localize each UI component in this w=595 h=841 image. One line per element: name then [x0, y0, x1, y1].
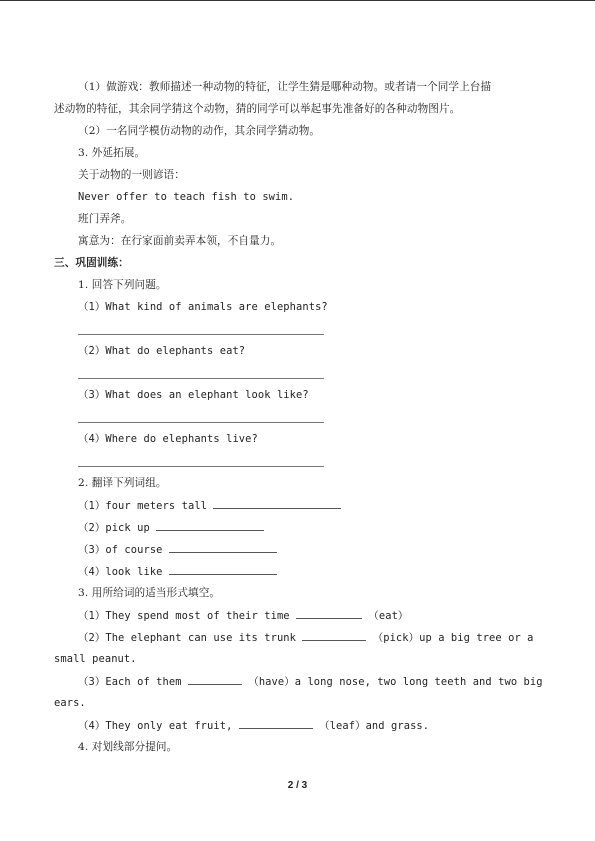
top-border — [0, 0, 595, 1]
blank-line — [169, 564, 277, 575]
q2-item-1: （1）four meters tall — [78, 498, 341, 513]
answer-line-4 — [78, 466, 324, 467]
q3-sentence-2: （2）The elephant can use its trunk （pick）up a big tree or a — [78, 632, 534, 644]
q2-item-3: （3）of course — [78, 542, 277, 557]
extension-heading: 3. 外延拓展。 — [78, 147, 146, 159]
q3-sentence-1: （1）They spend most of their time （eat） — [78, 610, 409, 622]
game-item-2: （2）一名同学模仿动物的动作，其余同学猜动物。 — [78, 125, 321, 137]
game-item-1-line-1: （1）做游戏：教师描述一种动物的特征，让学生猜是哪种动物。或者请一个同学上台描 — [78, 81, 492, 93]
q1-item-2: （2）What do elephants eat? — [78, 345, 246, 357]
q3-sentence-3: （3）Each of them （have）a long nose, two long teeth and two big — [78, 676, 543, 688]
answer-line-1 — [78, 334, 324, 335]
q3-sentence-4: （4）They only eat fruit, （leaf）and grass. — [78, 720, 430, 732]
proverb-meaning: 寓意为：在行家面前卖弄本领，不自量力。 — [78, 235, 282, 247]
proverb-chinese: 班门弄斧。 — [78, 213, 132, 225]
answer-line-3 — [78, 422, 324, 423]
q3-sentence-3-cont: ears. — [54, 697, 86, 709]
blank-line — [188, 674, 242, 685]
q2-item-2: （2）pick up — [78, 520, 264, 535]
blank-line — [169, 542, 277, 553]
blank-line — [296, 608, 362, 619]
blank-line — [213, 498, 341, 509]
q1-item-3: （3）What does an elephant look like? — [78, 389, 309, 401]
proverb-english: Never offer to teach fish to swim. — [78, 191, 295, 203]
q2-title: 2. 翻译下列词组。 — [78, 477, 167, 489]
blank-line — [302, 630, 366, 641]
proverb-intro: 关于动物的一则谚语： — [78, 169, 185, 181]
q2-item-4: （4）look like — [78, 564, 277, 579]
q4-title: 4. 对划线部分提问。 — [78, 741, 178, 753]
q3-sentence-2-cont: small peanut. — [54, 653, 137, 665]
q1-title: 1. 回答下列问题。 — [78, 279, 167, 291]
q1-item-4: （4）Where do elephants live? — [78, 433, 258, 445]
q3-title: 3. 用所给词的适当形式填空。 — [78, 587, 221, 599]
answer-line-2 — [78, 378, 324, 379]
blank-line — [239, 718, 313, 729]
practice-heading: 三、巩固训练： — [54, 257, 129, 269]
page-number: 2 / 3 — [287, 780, 308, 791]
game-item-1-line-2: 述动物的特征，其余同学猜这个动物，猜的同学可以举起事先准备好的各种动物图片。 — [54, 103, 461, 115]
blank-line — [156, 520, 264, 531]
q1-item-1: （1）What kind of animals are elephants? — [78, 301, 328, 313]
